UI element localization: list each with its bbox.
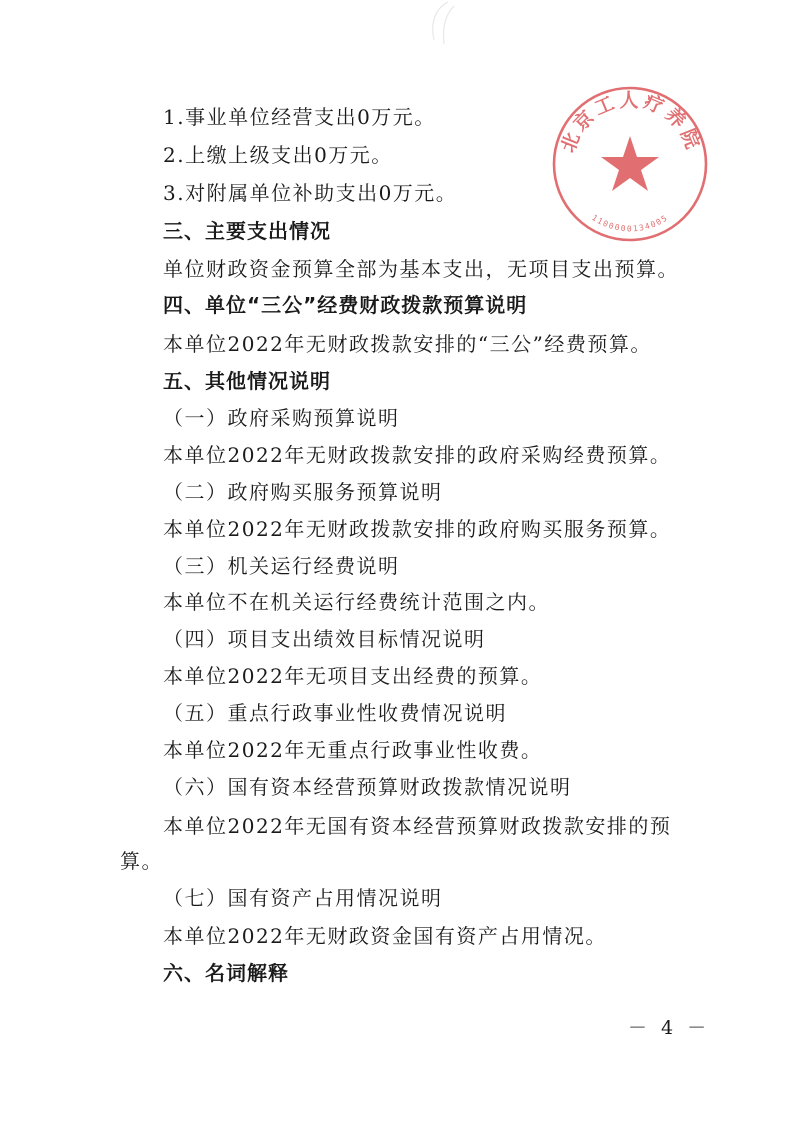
pen-mark bbox=[418, 0, 458, 46]
text-operation-cost: 本单位不在机关运行经费统计范围之内。 bbox=[163, 590, 550, 614]
subheading-state-capital: （六）国有资本经营预算财政拨款情况说明 bbox=[163, 775, 572, 799]
text-main-expenditure: 单位财政资金预算全部为基本支出，无项目支出预算。 bbox=[163, 257, 679, 281]
text-fees: 本单位2022年无重点行政事业性收费。 bbox=[163, 738, 543, 762]
subheading-service-purchase: （二）政府购买服务预算说明 bbox=[163, 480, 443, 504]
text-assets: 本单位2022年无财政资金国有资产占用情况。 bbox=[163, 924, 607, 948]
subheading-assets: （七）国有资产占用情况说明 bbox=[163, 886, 443, 910]
heading-glossary: 六、名词解释 bbox=[163, 961, 289, 985]
text-service-purchase: 本单位2022年无财政拨款安排的政府购买服务预算。 bbox=[163, 517, 672, 541]
text-three-public: 本单位2022年无财政拨款安排的“三公”经费预算。 bbox=[163, 332, 652, 356]
page-number: － 4 － bbox=[628, 1017, 711, 1039]
subheading-performance: （四）项目支出绩效目标情况说明 bbox=[163, 627, 486, 651]
item-subsidiary-subsidy: 3.对附属单位补助支出0万元。 bbox=[163, 181, 458, 205]
item-upper-payment: 2.上缴上级支出0万元。 bbox=[163, 143, 393, 167]
item-business-expense: 1.事业单位经营支出0万元。 bbox=[163, 105, 436, 129]
heading-main-expenditure: 三、主要支出情况 bbox=[163, 219, 331, 243]
subheading-fees: （五）重点行政事业性收费情况说明 bbox=[163, 701, 507, 725]
official-seal bbox=[550, 84, 710, 244]
text-performance: 本单位2022年无项目支出经费的预算。 bbox=[163, 664, 543, 688]
text-state-capital-cont: 算。 bbox=[120, 849, 163, 873]
heading-other-info: 五、其他情况说明 bbox=[163, 369, 331, 393]
svg-text:1100000134005: 1100000134005 bbox=[590, 213, 670, 234]
subheading-procurement: （一）政府采购预算说明 bbox=[163, 406, 400, 430]
svg-text:北京工人疗养院: 北京工人疗养院 bbox=[557, 89, 705, 156]
text-procurement: 本单位2022年无财政拨款安排的政府采购经费预算。 bbox=[163, 443, 672, 467]
text-state-capital: 本单位2022年无国有资本经营预算财政拨款安排的预 bbox=[163, 814, 672, 838]
heading-three-public: 四、单位“三公”经费财政拨款预算说明 bbox=[163, 293, 528, 317]
subheading-operation-cost: （三）机关运行经费说明 bbox=[163, 554, 400, 578]
